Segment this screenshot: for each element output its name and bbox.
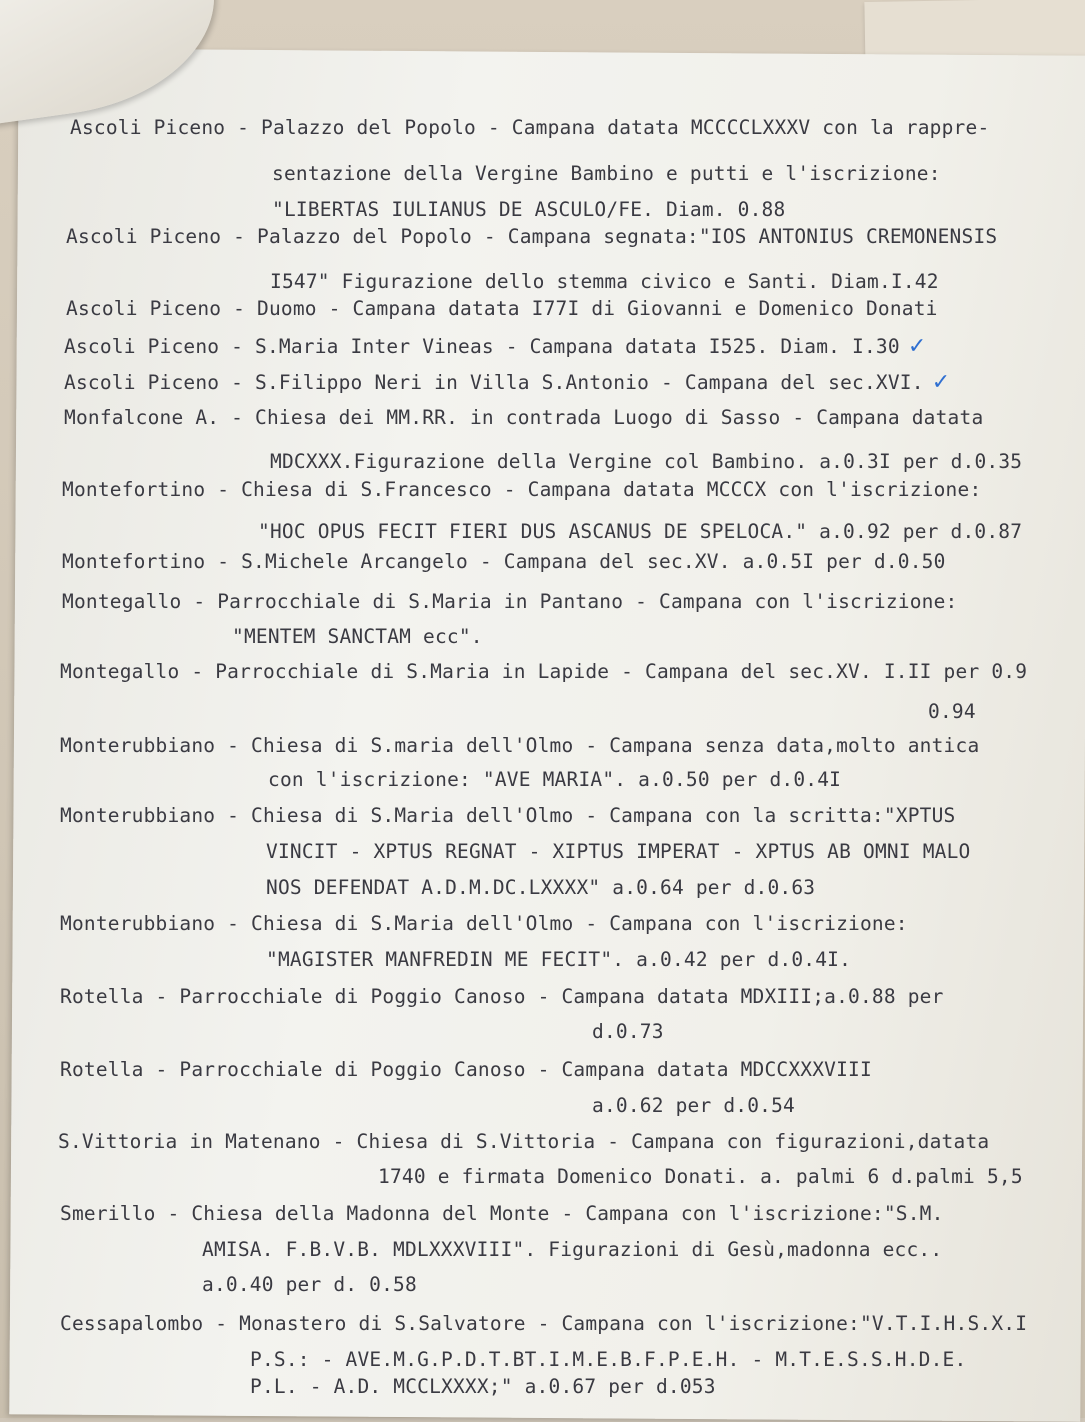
- entry-line: 1740 e firmata Domenico Donati. a. palmi 6 d.palmi 5,5: [378, 1165, 1023, 1188]
- entry-line: con l'iscrizione: "AVE MARIA". a.0.50 per d.0.4I: [268, 768, 842, 791]
- entry-line: VINCIT - XPTUS REGNAT - XIPTUS IMPERAT - XPTUS AB OMNI MALO: [266, 840, 971, 863]
- entry-line: a.0.62 per d.0.54: [592, 1094, 795, 1117]
- entry-line: S.Vittoria in Matenano - Chiesa di S.Vittoria - Campana con figurazioni,datata: [58, 1130, 990, 1153]
- entry-line: "MAGISTER MANFREDIN ME FECIT". a.0.42 per d.0.4I.: [266, 948, 852, 971]
- entry-line: d.0.73: [592, 1020, 664, 1043]
- entry-line: "HOC OPUS FECIT FIERI DUS ASCANUS DE SPELOCA." a.0.92 per d.0.87: [258, 520, 1023, 543]
- entry-line: Monterubbiano - Chiesa di S.Maria dell'Olmo - Campana con l'iscrizione:: [60, 912, 908, 935]
- entry-line: MDCXXX.Figurazione della Vergine col Bambino. a.0.3I per d.0.35: [270, 450, 1023, 473]
- entry-line: Ascoli Piceno - Duomo - Campana datata I77I di Giovanni e Domenico Donati: [66, 297, 938, 320]
- entry-line: Montegallo - Parrocchiale di S.Maria in Lapide - Campana del sec.XV. I.II per 0.9: [60, 660, 1028, 683]
- entry-line: Monfalcone A. - Chiesa dei MM.RR. in contrada Luogo di Sasso - Campana datata: [64, 406, 984, 429]
- entry-line: Ascoli Piceno - S.Maria Inter Vineas - Campana datata I525. Diam. I.30: [64, 335, 900, 358]
- entry-line: Montefortino - S.Michele Arcangelo - Campana del sec.XV. a.0.5I per d.0.50: [62, 550, 946, 573]
- entry-line: P.L. - A.D. MCCLXXXX;" a.0.67 per d.053: [250, 1375, 716, 1398]
- entry-line: Ascoli Piceno - Palazzo del Popolo - Campana datata MCCCCLXXXV con la rappre-: [70, 116, 990, 139]
- entry-line: "MENTEM SANCTAM ecc".: [232, 625, 483, 648]
- entry-line: Smerillo - Chiesa della Madonna del Monte - Campana con l'iscrizione:"S.M.: [60, 1202, 944, 1225]
- entry-line: NOS DEFENDAT A.D.M.DC.LXXXX" a.0.64 per d.0.63: [266, 876, 816, 899]
- entry-line: Ascoli Piceno - S.Filippo Neri in Villa S.Antonio - Campana del sec.XVI.: [64, 371, 924, 394]
- checkmark-icon: ✓: [907, 334, 927, 359]
- entry-line: sentazione della Vergine Bambino e putti e l'iscrizione:: [272, 162, 941, 185]
- entry-line: "LIBERTAS IULIANUS DE ASCULO/FE. Diam. 0.88: [272, 198, 786, 221]
- entry-line: Monterubbiano - Chiesa di S.maria dell'Olmo - Campana senza data,molto antica: [60, 734, 980, 757]
- entry-line: P.S.: - AVE.M.G.P.D.T.BT.I.M.E.B.F.P.E.H. - M.T.E.S.S.H.D.E.: [250, 1348, 967, 1371]
- entry-line-with-check: [64, 334, 926, 359]
- entry-line: Montefortino - Chiesa di S.Francesco - Campana datata MCCCX con l'iscrizione:: [62, 478, 982, 501]
- entry-line: Ascoli Piceno - Palazzo del Popolo - Campana segnata:"IOS ANTONIUS CREMONENSIS: [66, 225, 998, 248]
- entry-line: Monterubbiano - Chiesa di S.Maria dell'Olmo - Campana con la scritta:"XPTUS: [60, 804, 956, 827]
- entry-line: a.0.40 per d. 0.58: [202, 1273, 417, 1296]
- entry-line: Montegallo - Parrocchiale di S.Maria in Pantano - Campana con l'iscrizione:: [62, 590, 958, 613]
- entry-line-with-check: [64, 370, 950, 395]
- entry-line: Rotella - Parrocchiale di Poggio Canoso - Campana datata MDCCXXXVIII: [60, 1058, 872, 1081]
- entry-line: 0.94: [928, 700, 976, 723]
- entry-line: AMISA. F.B.V.B. MDLXXXVIII". Figurazioni di Gesù,madonna ecc..: [202, 1238, 943, 1261]
- entry-line: Cessapalombo - Monastero di S.Salvatore - Campana con l'iscrizione:"V.T.I.H.S.X.I: [60, 1312, 1028, 1335]
- entry-line: I547" Figurazione dello stemma civico e Santi. Diam.I.42: [270, 270, 939, 293]
- entry-line: Rotella - Parrocchiale di Poggio Canoso - Campana datata MDXIII;a.0.88 per: [60, 985, 944, 1008]
- checkmark-icon: ✓: [931, 370, 951, 395]
